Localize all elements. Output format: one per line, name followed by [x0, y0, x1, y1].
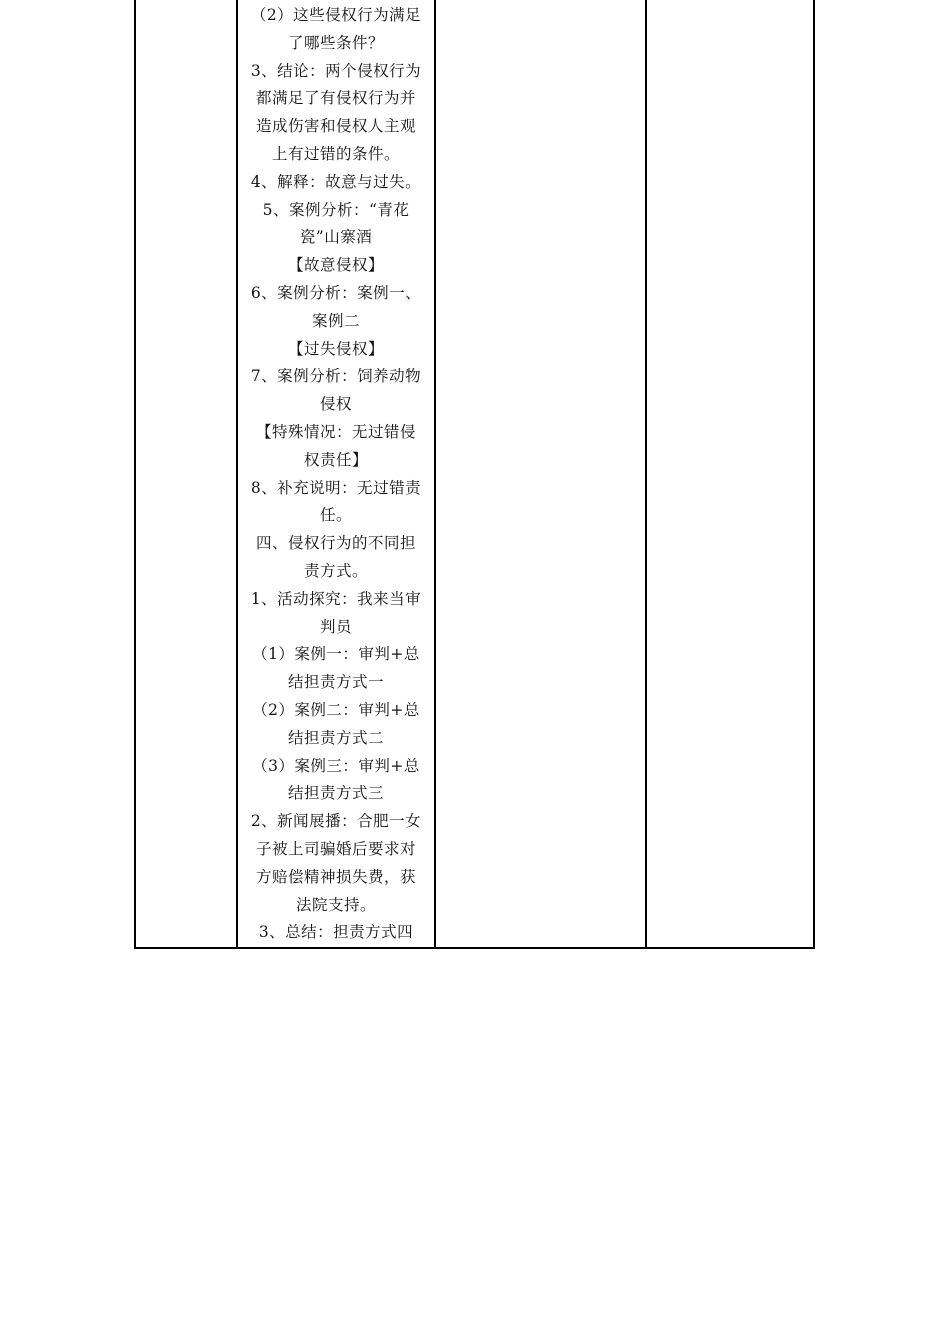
- text-line: 6、案例分析：案例一、: [250, 283, 422, 302]
- text-line: 瓷”山寨酒: [299, 228, 373, 247]
- table-cell-empty-left: [135, 0, 237, 948]
- text-line: （1）案例一：审判+总: [252, 645, 420, 664]
- text-line: 8、补充说明：无过错责: [250, 478, 422, 497]
- text-line: 7、案例分析：饲养动物: [250, 367, 422, 386]
- activity-text-block: [238, 0, 434, 947]
- text-line: （3）案例三：审判+总: [252, 756, 420, 775]
- text-line: 都满足了有侵权行为并: [255, 89, 416, 108]
- table-row: [135, 0, 814, 948]
- text-line: 任。: [319, 506, 352, 525]
- text-line: 【故意侵权】: [287, 256, 384, 275]
- text-line: 责方式。: [303, 561, 368, 580]
- lesson-plan-table: [134, 0, 815, 949]
- text-line: 法院支持。: [295, 895, 376, 914]
- text-line: 判员: [319, 617, 352, 636]
- text-line: 四、侵权行为的不同担: [255, 534, 416, 553]
- table-cell-empty-middle: [435, 0, 646, 948]
- table-cell-activity-content: [237, 0, 435, 948]
- text-line: 侵权: [319, 395, 352, 414]
- text-line: （2）这些侵权行为满足: [250, 6, 422, 24]
- text-line: （2）案例二：审判+总: [252, 700, 420, 719]
- text-line: 5、案例分析：“青花: [262, 200, 410, 219]
- text-line: 案例二: [311, 311, 360, 330]
- text-line: 方赔偿精神损失费，获: [255, 867, 416, 886]
- text-line: 上有过错的条件。: [271, 144, 400, 163]
- text-line: 【过失侵权】: [287, 339, 384, 358]
- text-line: 【特殊情况：无过错侵: [255, 422, 416, 441]
- text-line: 子被上司骗婚后要求对: [255, 839, 416, 858]
- text-line: 结担责方式二: [287, 728, 384, 747]
- text-line: 了哪些条件？: [287, 33, 384, 52]
- text-line: 权责任】: [303, 450, 368, 469]
- text-line: 1、活动探究：我来当审: [250, 589, 422, 608]
- text-line: 结担责方式一: [287, 673, 384, 692]
- text-line: 4、解释：故意与过失。: [250, 172, 422, 191]
- text-line: 2、新闻展播：合肥一女: [250, 812, 422, 831]
- table-cell-empty-right: [646, 0, 814, 948]
- text-line: 造成伤害和侵权人主观: [255, 117, 416, 136]
- text-line: 3、总结：担责方式四: [258, 923, 414, 942]
- text-line: 3、结论：两个侵权行为: [250, 61, 422, 80]
- text-line: 结担责方式三: [287, 784, 384, 803]
